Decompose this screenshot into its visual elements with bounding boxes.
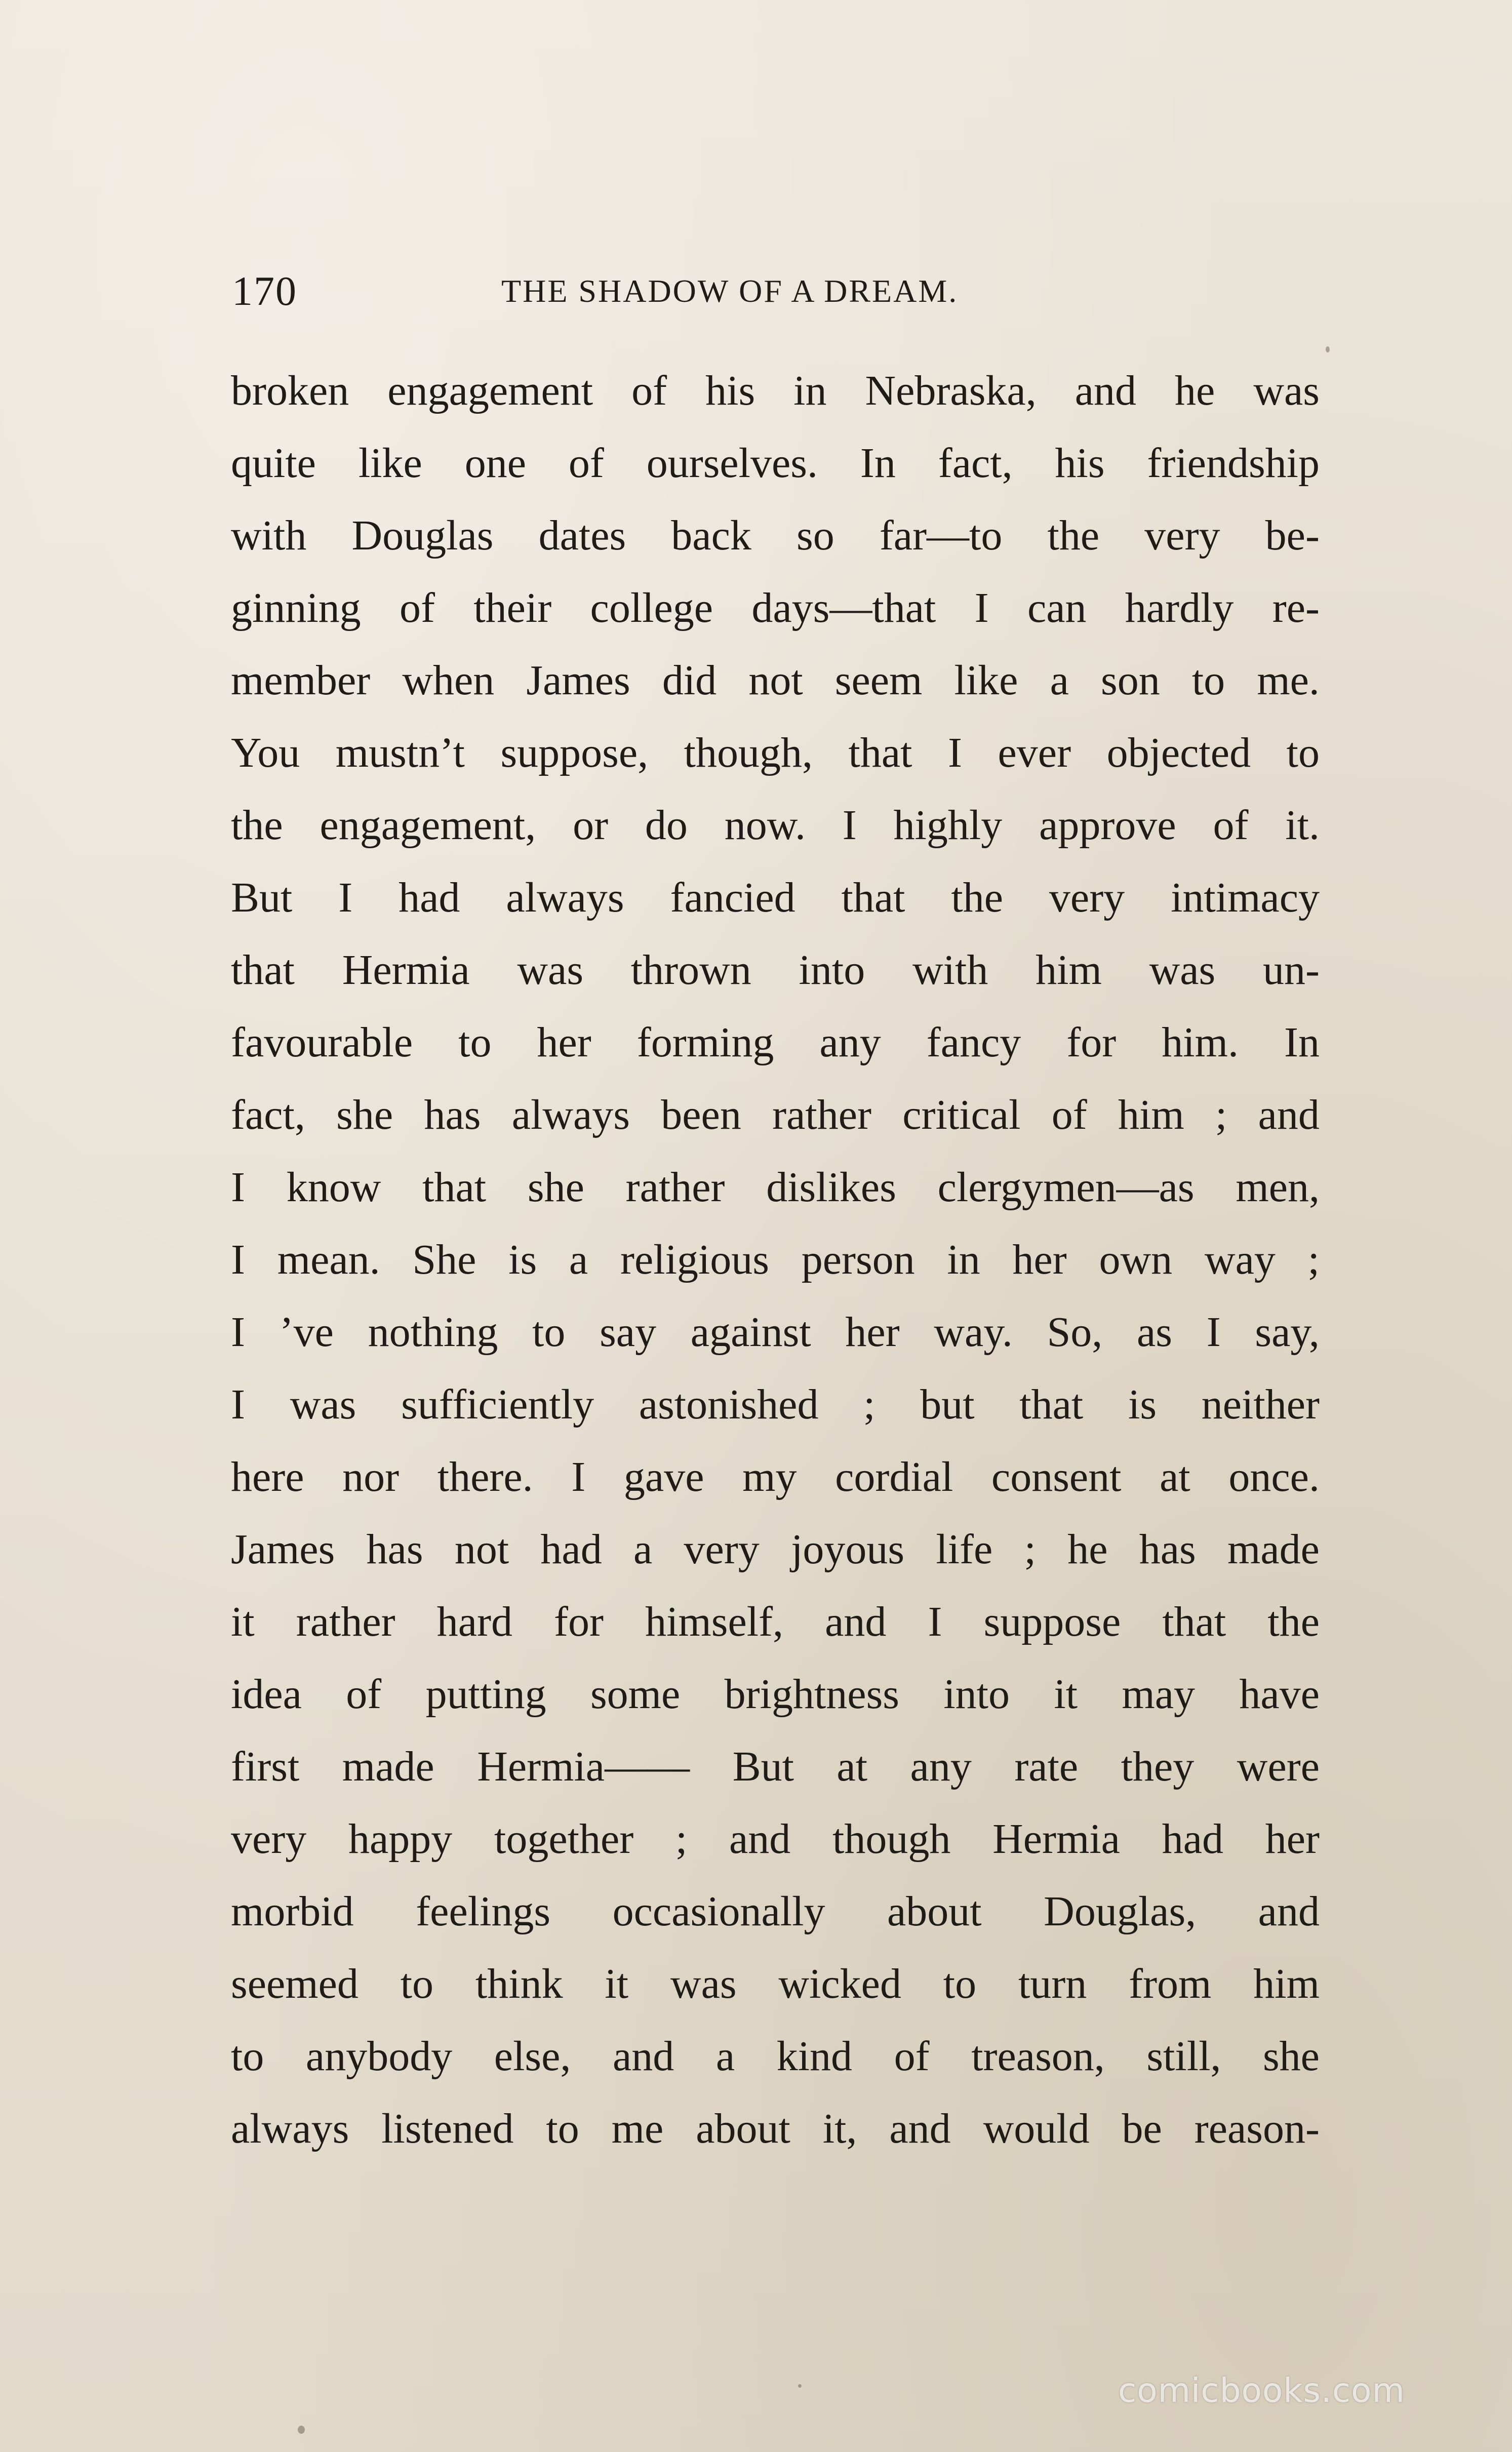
text-line: to anybody else, and a kind of treason, still, she	[231, 2033, 1320, 2080]
text-line: James has not had a very joyous life ; he has made	[231, 1526, 1320, 1573]
watermark: comicbooks.com	[1118, 2371, 1405, 2410]
text-line: first made Hermia—— But at any rate they were	[231, 1743, 1320, 1790]
text-line: the engagement, or do now. I highly approve of it.	[231, 802, 1320, 849]
body-text	[231, 354, 1320, 2165]
text-line: very happy together ; and though Hermia had her	[231, 1815, 1320, 1863]
text-line: idea of putting some brightness into it may have	[231, 1671, 1320, 1718]
text-line: I mean. She is a religious person in her own way ;	[231, 1236, 1320, 1283]
text-line: fact, she has always been rather critical of him ; and	[231, 1091, 1320, 1138]
paper-speck	[798, 2384, 802, 2388]
text-line: ginning of their college days—that I can hardly re-	[231, 584, 1320, 631]
text-line: seemed to think it was wicked to turn from him	[231, 1960, 1320, 2007]
text-line: always listened to me about it, and would be reason-	[231, 2105, 1320, 2152]
running-title: THE SHADOW OF A DREAM.	[501, 273, 959, 309]
text-line: quite like one of ourselves. In fact, his friendship	[231, 440, 1320, 487]
text-line: favourable to her forming any fancy for him. In	[231, 1019, 1320, 1066]
page-header	[232, 263, 1321, 319]
text-line: broken engagement of his in Nebraska, and he was	[231, 367, 1320, 414]
text-line: I know that she rather dislikes clergymen—as men,	[231, 1164, 1320, 1211]
text-line: morbid feelings occasionally about Douglas, and	[231, 1888, 1320, 1935]
page-number: 170	[232, 268, 297, 314]
text-line: member when James did not seem like a son to me.	[231, 657, 1320, 704]
text-line: I ’ve nothing to say against her way. So, as I say,	[231, 1309, 1320, 1356]
text-line: it rather hard for himself, and I suppose that the	[231, 1598, 1320, 1645]
text-line: You mustn’t suppose, though, that I ever objected to	[231, 729, 1320, 776]
text-line: I was sufficiently astonished ; but that is neither	[231, 1381, 1320, 1428]
text-line: that Hermia was thrown into with him was un-	[231, 946, 1320, 994]
paper-speck	[298, 2426, 305, 2434]
paper-speck	[1326, 346, 1330, 352]
text-line: with Douglas dates back so far—to the very be-	[231, 512, 1320, 559]
text-line: But I had always fancied that the very intimacy	[231, 874, 1320, 921]
text-line: here nor there. I gave my cordial consent at once.	[231, 1453, 1320, 1500]
